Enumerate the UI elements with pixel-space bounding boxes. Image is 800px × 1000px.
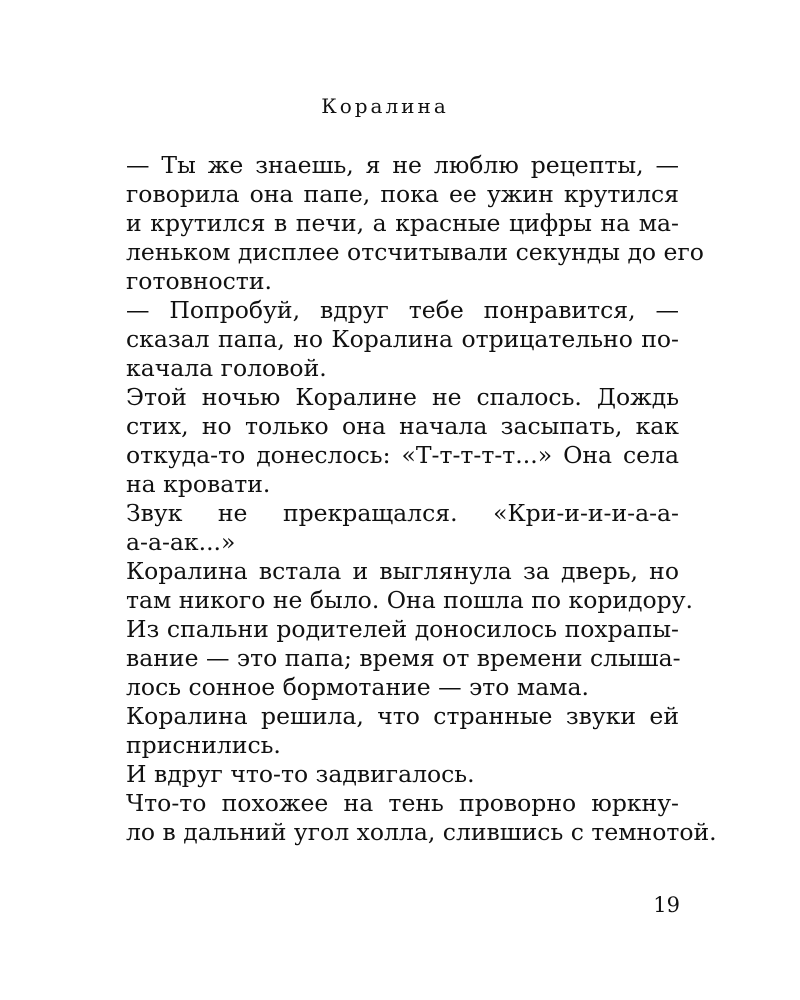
text-line: И вдруг что-то задвигалось. [126,760,475,788]
text-line: а-а-ак...» [126,528,236,556]
text-line: Из спальни родителей доносилось похрапы- [126,615,679,643]
paragraph [95,789,717,847]
text-line: качала головой. [126,354,327,382]
text-line: Звук не прекращался. «Кри-и-и-и-а-а- [126,499,679,527]
text-line: там никого не было. Она пошла по коридору. [126,586,694,614]
text-line: вание — это папа; время от времени слыша- [126,644,681,672]
body-text [95,151,717,847]
text-line: — Попробуй, вдруг тебе понравится, — [126,296,679,324]
text-line: готовности. [126,267,272,295]
text-line: на кровати. [126,470,271,498]
text-line: говорила она папе, пока ее ужин крутился [126,180,679,208]
paragraph [95,760,679,789]
paragraph [95,557,694,702]
text-line: лось сонное бормотание — это мама. [126,673,589,701]
paragraph [95,383,679,499]
running-head: Коралина [321,94,449,118]
text-line: сказал папа, но Коралина отрицательно по- [126,325,679,353]
text-line: Коралина решила, что странные звуки ей [126,702,679,730]
text-line: леньком дисплее отсчитывали секунды до его [126,238,704,266]
text-line: Этой ночью Коралине не спалось. Дождь [126,383,679,411]
paragraph [95,702,679,760]
paragraph [95,151,704,296]
page-number: 19 [653,893,680,917]
text-line: приснились. [126,731,281,759]
paragraph [95,296,679,383]
paragraph [95,499,679,557]
text-line: — Ты же знаешь, я не люблю рецепты, — [126,151,679,179]
text-line: стих, но только она начала засыпать, как [126,412,679,440]
text-line: откуда-то донеслось: «Т-т-т-т-т...» Она села [126,441,679,469]
text-line: ло в дальний угол холла, слившись с темнотой. [126,818,717,846]
text-line: Что-то похожее на тень проворно юркну- [126,789,679,817]
text-line: и крутился в печи, а красные цифры на ма- [126,209,679,237]
text-line: Коралина встала и выглянула за дверь, но [126,557,679,585]
